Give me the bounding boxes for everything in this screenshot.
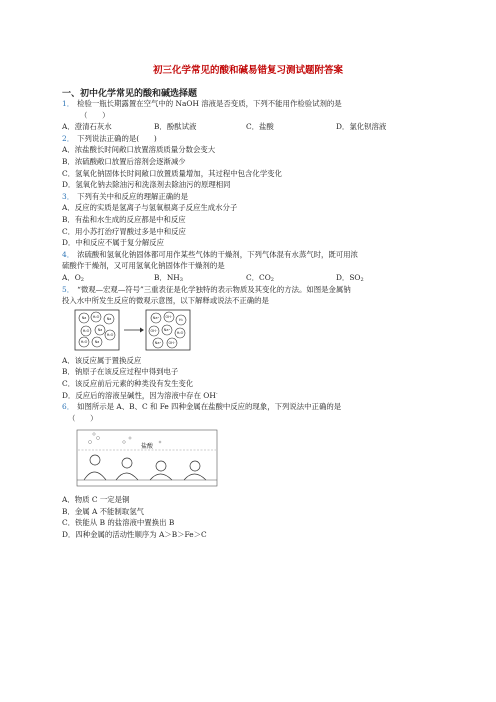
- section-heading: 一、初中化学常见的酸和碱选择题: [62, 89, 198, 99]
- q1-option-b: B．酚酞试液: [154, 122, 197, 132]
- q2-option-c: C．氢氧化钠固体长时间敞口放置质量增加，其过程中包含化学变化: [62, 168, 282, 178]
- q1-option-c: C．盐酸: [246, 122, 274, 132]
- q6-option-d: D．四种金属的活动性顺序为 A＞B＞Fe＞C: [62, 530, 207, 540]
- q3-option-d: D．中和反应不属于复分解反应: [62, 238, 165, 248]
- acid-label: 盐酸: [140, 443, 154, 451]
- q4-stem-2: 硫酸作干燥剂，又可用氢氧化钠固体作干燥剂的是: [62, 261, 225, 271]
- q5-option-c: C．该反应前后元素的种类没有发生变化: [62, 378, 194, 388]
- q2-number: 2．: [62, 133, 75, 143]
- q2-option-b: B．浓硫酸敞口放置后溶剂会逐渐减少: [62, 156, 186, 166]
- person-a: [84, 472, 106, 480]
- q6-stem-line: [62, 401, 440, 413]
- q2-stem: 下列说法正确的是( ): [77, 133, 157, 143]
- q5-option-a: A．该反应属于置换反应: [62, 355, 142, 365]
- q5-option-d: D．反应后的溶液呈碱性，因为溶液中存在 OH-: [62, 391, 218, 401]
- q6-option-b: B．金属 A 不能制取氢气: [62, 506, 144, 516]
- q4-number: 4．: [62, 249, 75, 259]
- document-title: 初三化学常见的酸和碱易错复习测试题附答案: [152, 65, 343, 76]
- q3-option-b: B．有盐和水生成的反应都是中和反应: [62, 214, 186, 224]
- person-c: [184, 474, 206, 480]
- q1-option-d: D．氯化钡溶液: [336, 122, 387, 132]
- q3-option-c: C．用小苏打治疗胃酸过多是中和反应: [62, 226, 186, 236]
- q6-stem: 如图所示是 A、B、C 和 Fe 四种金属在盐酸中反应的现象，下列说法中正确的是: [77, 402, 342, 412]
- label-oh-2: OH⁻: [150, 328, 158, 333]
- q1-options: [62, 121, 440, 133]
- q2-stem-line: [62, 133, 440, 145]
- q5-number: 5．: [62, 284, 75, 294]
- q5-option-b: B．钠原子在该反应过程中得到电子: [62, 367, 179, 377]
- label-na-3: Na: [97, 327, 103, 332]
- q6-metal-acid-diagram: [76, 428, 440, 490]
- q1-option-a: A．澄清石灰水: [62, 122, 112, 132]
- label-h2o-5: H₂O: [176, 330, 184, 335]
- q4-option-d: D．SO2: [336, 272, 364, 283]
- q2-option-a: A．浓盐酸长时间敞口放置溶质质量分数会变大: [62, 145, 216, 155]
- q3-stem: 下列有关中和反应的理解正确的是: [77, 191, 188, 201]
- q5-stem-1: “微观—宏观—符号”三重表征是化学独特的表示物质及其变化的方法。如图是金属钠: [77, 284, 351, 294]
- label-na-4: Na: [94, 339, 100, 344]
- label-h2o-4: H₂O: [80, 339, 88, 344]
- q6-option-c: C．铁能从 B 的盐溶液中置换出 B: [62, 518, 175, 528]
- head-a: [90, 455, 100, 465]
- q3-option-a: A．反应的实质是氢离子与氢氧根离子反应生成水分子: [62, 203, 238, 213]
- q4-stem-1: 浓硫酸和氢氧化钠固体都可用作某些气体的干燥剂，下列气体混有水蒸气时，既可用浓: [77, 249, 358, 259]
- label-na-ion-2: Na⁺: [163, 327, 171, 332]
- q4-option-b: B．NH3: [154, 272, 183, 283]
- q1-number: 1．: [62, 99, 75, 108]
- head-c: [190, 461, 200, 471]
- person-b: [116, 473, 138, 480]
- q4-stem-line-1: [62, 249, 440, 261]
- person-fe: [150, 474, 172, 480]
- label-h2o-3: H₂O: [106, 332, 114, 337]
- q6-paren: （ ）: [68, 413, 98, 423]
- q4-options: [62, 272, 440, 284]
- label-h2o-2: H₂O: [82, 328, 90, 333]
- label-na-ion-1: Na⁺: [152, 315, 160, 320]
- figure-frame: [77, 430, 217, 486]
- label-na-1: Na: [81, 315, 87, 320]
- q5-stem-line-1: [62, 284, 440, 296]
- label-h2-1: H₂: [179, 317, 183, 322]
- q5-stem-2: 投入水中所发生反应的微观示意图，以下解释或说法不正确的是: [62, 296, 269, 306]
- q4-option-a: A．O2: [62, 272, 84, 283]
- label-na-ion-3: Na⁺: [154, 340, 162, 345]
- question-list: [62, 98, 440, 541]
- q1-stem: 检验一瓶长期露置在空气中的 NaOH 溶液是否变质，下列不能用作检验试剂的是: [77, 99, 342, 108]
- label-oh-1: OH⁻: [165, 314, 173, 319]
- label-oh-3: OH⁻: [168, 340, 176, 345]
- q3-number: 3．: [62, 191, 75, 201]
- q6-number: 6．: [62, 402, 75, 412]
- q2-option-d: D．氢氧化钠去除油污和洗涤剂去除油污的原理相同: [62, 180, 231, 190]
- head-b: [122, 458, 132, 468]
- q1-stem-line: [62, 98, 440, 110]
- arrow-head: [140, 327, 144, 332]
- q1-paren: （ ）: [80, 110, 110, 120]
- head-fe: [156, 461, 166, 471]
- q5-micro-diagram: [74, 309, 440, 351]
- q4-option-c: C．CO2: [246, 272, 274, 283]
- label-h2o-1: H₂O: [92, 314, 100, 319]
- q6-option-a: A．物质 C 一定是铜: [62, 495, 130, 505]
- q3-stem-line: [62, 191, 440, 203]
- label-na-2: Na: [106, 316, 112, 321]
